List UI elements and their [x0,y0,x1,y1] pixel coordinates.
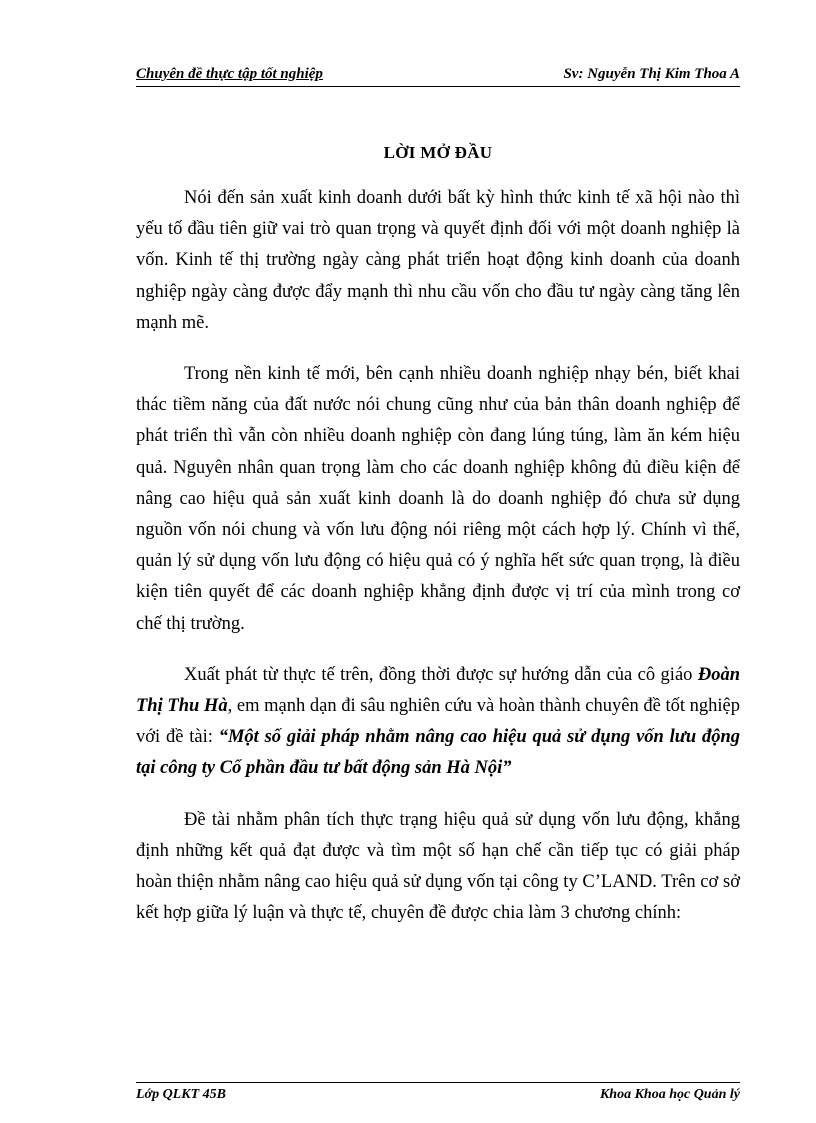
paragraph-3-middle: , em mạnh dạn đi sâu nghiên cứu và hoàn thành chuyên đề tốt nghiệp với đề tài: [136,696,741,748]
header-right-text: Sv: Nguyễn Thị Kim Thoa A [563,66,740,82]
paragraph-3-intro: Xuất phát từ thực tế trên, đồng thời được sự hướng dẫn của cô giáo [184,664,698,685]
paragraph-3 [136,660,740,785]
page-header [136,66,740,87]
paragraph-4: Đề tài nhằm phân tích thực trạng hiệu quả sử dụng vốn lưu động, khẳng định những kết quả đạt được và tìm một số hạn chế cần tiếp tục có giải pháp hoàn thiện nhằm nâng cao hiệu quả sử dụng vốn tại công ty C’LAND. Trên cơ sở kết hợp giữa lý luận và thực tế, chuyên đề được chia làm 3 chương chính: [136,809,740,924]
header-left-text: Chuyên đề thực tập tốt nghiệp [136,66,323,82]
paragraph-1: Nói đến sản xuất kinh doanh dưới bất kỳ hình thức kinh tế xã hội nào thì yếu tố đầu tiên giữ vai trò quan trọng và quyết định đối với một doanh nghiệp là vốn. Kinh tế thị trường ngày càng phát triển hoạt động kinh doanh của doanh nghiệp ngày càng được đẩy mạnh thì nhu cầu vốn cho đầu tư ngày càng tăng lên mạnh mẽ. [136,188,740,333]
teacher-name: Đoàn Thị Thu Hà [136,664,740,717]
paragraph-2: Trong nền kinh tế mới, bên cạnh nhiều doanh nghiệp nhạy bén, biết khai thác tiềm năng của đất nước nói chung cũng như của bản thân doanh nghiệp để phát triển thì vẫn còn nhiều doanh nghiệp còn đang lúng túng, làm ăn kém hiệu quả. Nguyên nhân quan trọng làm cho các doanh nghiệp không đủ điều kiện để nâng cao hiệu quả sản xuất kinh doanh là do doanh nghiệp đó chưa sử dụng nguồn vốn nói chung và vốn lưu động nói riêng một cách hợp lý. Chính vì thế, quản lý sử dụng vốn lưu động có hiệu quả có ý nghĩa hết sức quan trọng, là điều kiện tiên quyết để các doanh nghiệp khẳng định được vị trí của mình trong cơ chế thị trường. [136,364,740,634]
page-footer [136,1082,740,1105]
footer-left-text: Lớp QLKT 45B [136,1087,226,1102]
thesis-topic: “Một số giải pháp nhằm nâng cao hiệu quả sử dụng vốn lưu động tại công ty Cổ phần đầu tư bất động sản Hà Nội” [136,727,740,779]
document-body [136,183,740,949]
footer-right-text: Khoa Khoa học Quản lý [599,1087,740,1102]
page-title: LỜI MỞ ĐẦU [383,143,493,162]
